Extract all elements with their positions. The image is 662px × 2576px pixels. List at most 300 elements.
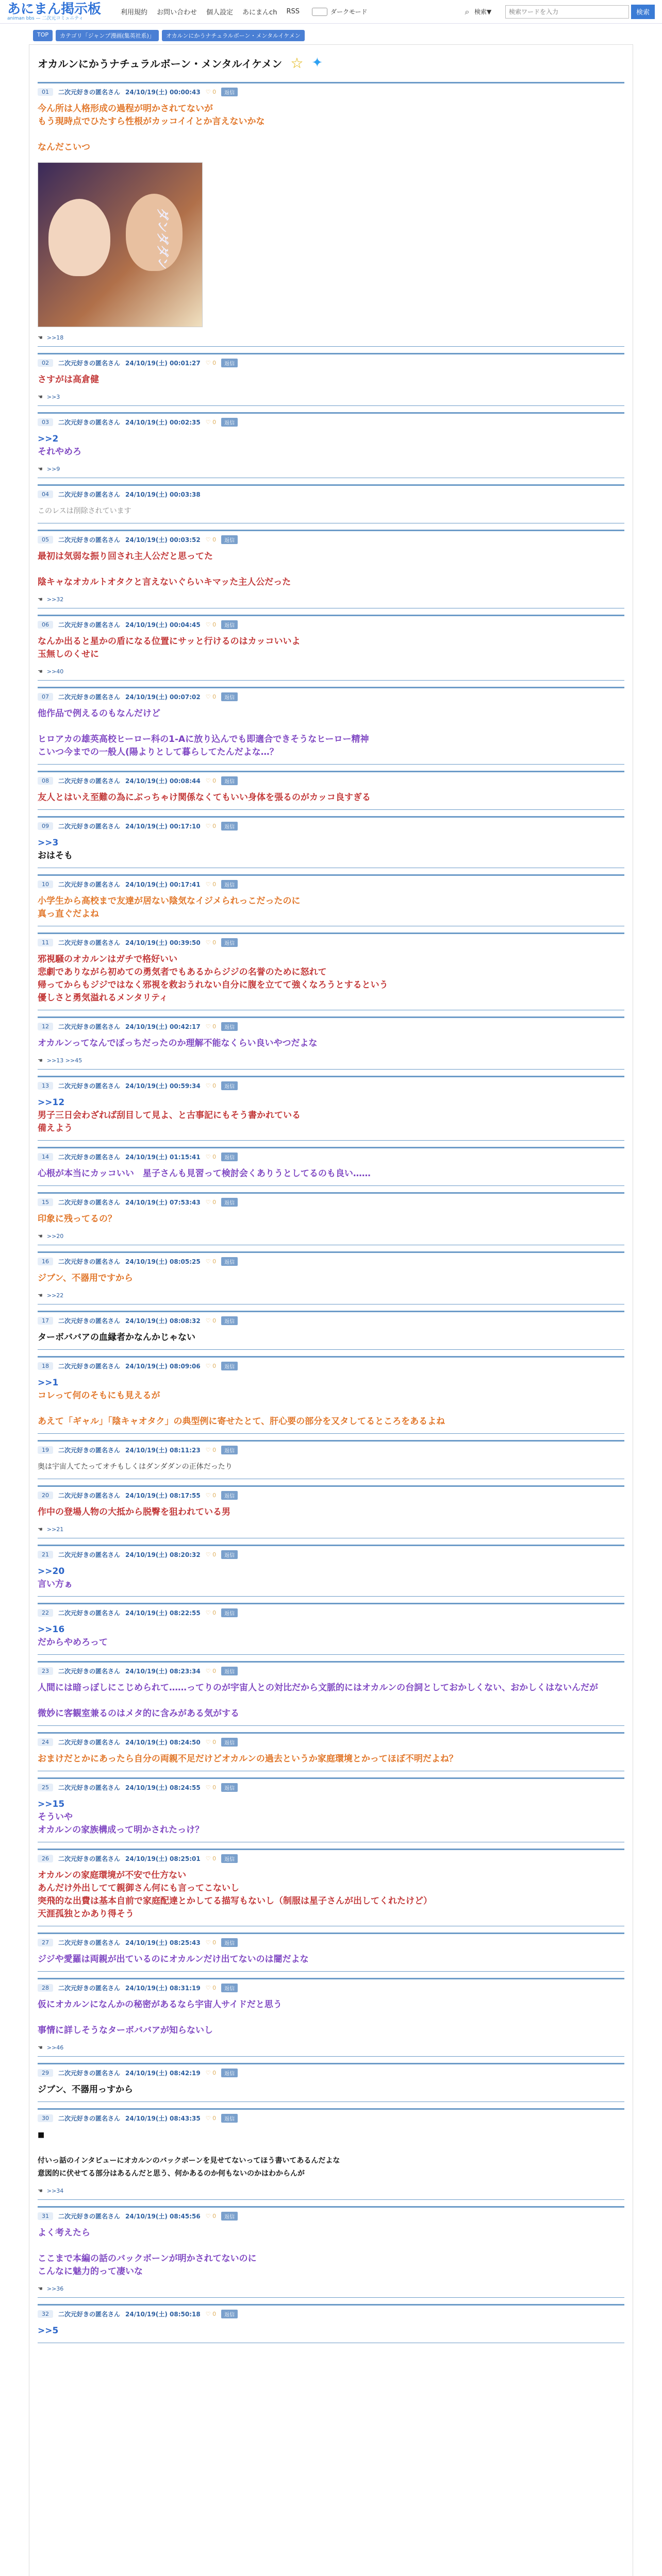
post-meta [38, 2069, 624, 2077]
nav-animanch[interactable]: あにまんch [242, 9, 277, 16]
reply-button[interactable]: 返信 [221, 1550, 238, 1559]
post-meta [38, 1153, 624, 1161]
post [38, 530, 624, 608]
anchor-link[interactable]: >>15 [38, 1799, 65, 1809]
reply-button[interactable]: 返信 [221, 692, 238, 701]
top-nav [121, 7, 300, 16]
post [38, 687, 624, 765]
post-meta [38, 1550, 624, 1559]
hand-icon: ☚ [38, 334, 43, 341]
post [38, 1933, 624, 1972]
post-date: 24/10/19(土) 00:59:34 [125, 1082, 201, 1090]
reply-anchors[interactable]: >>34 [46, 2188, 64, 2194]
like-button[interactable]: ♡ 0 [205, 2070, 217, 2076]
post-number[interactable]: 02 [38, 359, 53, 367]
reply-button[interactable]: 返信 [221, 776, 238, 785]
post [38, 2108, 624, 2200]
like-button[interactable]: ♡ 0 [205, 2115, 217, 2122]
poster-name: 二次元好きの匿名さん [58, 1023, 121, 1030]
poster-name: 二次元好きの匿名さん [58, 89, 121, 96]
site-logo[interactable] [7, 3, 105, 21]
post-text: だからやめろって [38, 1637, 108, 1648]
post-text: オカルンの家庭環境が不安で仕方ない あんだけ外出してて親御さん何にも言ってこないし 突飛的な出費は基本自前で家庭配達とかしてる描写もないし（制服は星子さんが出してくれたけど） 天涯孤独とかあり得そう [38, 1870, 432, 1919]
post-number[interactable]: 28 [38, 1984, 53, 1992]
post-text: 奥は宇宙人てたってオチもしくはダンダダンの正体だったり [38, 1463, 233, 1471]
post-date: 24/10/19(土) 00:02:35 [125, 419, 201, 426]
post-date: 24/10/19(土) 00:04:45 [125, 621, 201, 629]
post-number[interactable]: 20 [38, 1492, 53, 1499]
reply-button[interactable]: 返信 [221, 1667, 238, 1675]
post-text: オカルンってなんでぼっちだったのか理解不能なくらい良いやつだよな [38, 1038, 318, 1048]
hand-icon: ☚ [38, 2285, 43, 2292]
like-button[interactable]: ♡ 0 [205, 1939, 217, 1946]
like-button[interactable]: ♡ 0 [205, 360, 217, 366]
reply-button[interactable]: 返信 [221, 1491, 238, 1500]
poster-name: 二次元好きの匿名さん [58, 2070, 121, 2077]
nav-terms[interactable]: 利用規約 [121, 9, 148, 16]
like-button[interactable]: ♡ 0 [205, 881, 217, 888]
post-body [38, 1461, 624, 1473]
like-button[interactable]: ♡ 0 [205, 419, 217, 426]
post-meta [38, 1316, 624, 1325]
post [38, 353, 624, 406]
post-number[interactable]: 11 [38, 939, 53, 946]
post-meta [38, 1667, 624, 1675]
reply-button[interactable]: 返信 [221, 1153, 238, 1161]
reply-anchors[interactable]: >>32 [46, 596, 64, 603]
post-body [38, 895, 624, 921]
post-text: よく考えたら ここまで本編の話のバックボーンが明かされてないのに こんなに魅力的って凄いな [38, 2228, 257, 2277]
post [38, 2206, 624, 2298]
like-button[interactable]: ♡ 0 [205, 823, 217, 829]
post-text: コレって何のそもにも見えるが あえて「ギャル」「陰キャオタク」の典型例に寄せたとて、肝心要の部分を又タしてるところをあるよね [38, 1391, 445, 1427]
post-date: 24/10/19(土) 08:22:55 [125, 1609, 201, 1617]
post-text: ジジや愛羅は両親が出ているのにオカルンだけ出てないのは闇だよな [38, 1954, 309, 1964]
thread-header [38, 50, 624, 76]
post-number[interactable]: 05 [38, 536, 53, 544]
poster-name: 二次元好きの匿名さん [58, 1492, 121, 1499]
post-meta [38, 418, 624, 427]
post-number[interactable]: 09 [38, 822, 53, 830]
post-text: 他作品で例えるのもなんだけど ヒロアカの雄英高校ヒーロー科の1-Aに放り込んでも即適合できそうなヒーロー精神 こいつ今までの一般人(陽よりとして暮らしてたんだよな…？ [38, 708, 369, 757]
reply-button[interactable]: 返信 [221, 620, 238, 629]
reply-button[interactable]: 返信 [221, 1081, 238, 1090]
reply-button[interactable]: 返信 [221, 1783, 238, 1792]
post-meta [38, 490, 624, 499]
reply-anchors[interactable]: >>46 [46, 2044, 64, 2051]
post-number[interactable]: 10 [38, 880, 53, 888]
post-number[interactable]: 12 [38, 1023, 53, 1030]
post [38, 1192, 624, 1245]
post-number[interactable]: 26 [38, 1855, 53, 1862]
reply-anchors[interactable]: >>18 [46, 334, 64, 341]
post-date: 24/10/19(土) 08:50:18 [125, 2311, 201, 2318]
post-number[interactable]: 08 [38, 777, 53, 785]
post-text: 小学生から高校まで友達が居ない陰気なイジメられっこだったのに 真っ直ぐだよね [38, 896, 301, 919]
post-footer [38, 1526, 624, 1533]
post-text: ジブン、不器用ですから [38, 1273, 133, 1283]
post-date: 24/10/19(土) 08:24:50 [125, 1739, 201, 1746]
post-body [38, 791, 624, 804]
character-left [48, 199, 110, 276]
poster-name: 二次元好きの匿名さん [58, 1317, 121, 1325]
reply-anchors[interactable]: >>40 [46, 668, 64, 675]
post-meta [38, 776, 624, 785]
like-button[interactable]: ♡ 0 [205, 1154, 217, 1160]
search-input[interactable] [505, 5, 629, 19]
post-number[interactable]: 25 [38, 1784, 53, 1791]
post [38, 1147, 624, 1186]
dark-mode-label: ダークモード [330, 8, 368, 15]
post-body [38, 2227, 624, 2278]
hand-icon: ☚ [38, 596, 43, 603]
post-number[interactable]: 22 [38, 1609, 53, 1617]
post-body [38, 2325, 624, 2337]
reply-button[interactable]: 返信 [221, 1446, 238, 1454]
post-meta [38, 1984, 624, 1992]
breadcrumb-category[interactable]: カテゴリ「ジャンプ漫画(集英社系)」 [56, 30, 159, 41]
poster-name: 二次元好きの匿名さん [58, 2213, 121, 2220]
post-body [38, 1623, 624, 1649]
anchor-link[interactable]: >>3 [38, 838, 59, 848]
hand-icon: ☚ [38, 1292, 43, 1299]
post-meta [38, 359, 624, 367]
poster-name: 二次元好きの匿名さん [58, 693, 121, 701]
like-button[interactable]: ♡ 0 [205, 2213, 217, 2219]
poster-name: 二次元好きの匿名さん [58, 1855, 121, 1862]
post-date: 24/10/19(土) 08:24:55 [125, 1784, 201, 1791]
post-date: 24/10/19(土) 08:25:43 [125, 1939, 201, 1946]
like-button[interactable]: ♡ 0 [205, 1199, 217, 1206]
like-button[interactable]: ♡ 0 [205, 1317, 217, 1324]
post-body [38, 1167, 624, 1180]
post-text: 邪視騒のオカルンはガチで格好いい 悲劇でありながら初めての勇気者でもあるからジジの名誉のために怒れて 帰ってからもジジではなく邪視を救おうれない自分に腹を立てて強くなろうとするという 優しさと勇気溢れるメンタリティ [38, 954, 388, 1003]
post-date: 24/10/19(土) 00:08:44 [125, 777, 201, 785]
poster-name: 二次元好きの匿名さん [58, 1739, 121, 1746]
site-header [0, 0, 662, 24]
search-scope-dropdown[interactable]: 検索▼ [474, 8, 492, 15]
reply-button[interactable]: 返信 [221, 1198, 238, 1207]
post-footer [38, 394, 624, 400]
poster-name: 二次元好きの匿名さん [58, 1363, 121, 1370]
post-text: なんか出ると星かの盾になる位置にサッと行けるのはカッコいいよ 玉無しのくせに [38, 636, 301, 659]
hand-icon: ☚ [38, 1233, 43, 1240]
post-text: 最初は気弱な振り回され主人公だと思ってた 陰キャなオカルトオタクと言えないぐらいキマッた主人公だった [38, 551, 291, 587]
poster-name: 二次元好きの匿名さん [58, 881, 121, 888]
post [38, 1016, 624, 1070]
reply-button[interactable]: 返信 [221, 880, 238, 889]
post-date: 24/10/19(土) 00:07:02 [125, 693, 201, 701]
reply-button[interactable]: 返信 [221, 2310, 238, 2318]
post-number[interactable]: 07 [38, 693, 53, 701]
poster-name: 二次元好きの匿名さん [58, 1784, 121, 1791]
like-button[interactable]: ♡ 0 [205, 1739, 217, 1745]
reply-button[interactable]: 返信 [221, 88, 238, 96]
hand-icon: ☚ [38, 668, 43, 675]
post-meta [38, 1783, 624, 1792]
post-footer [38, 1233, 624, 1240]
post-number[interactable]: 32 [38, 2310, 53, 2318]
post-date: 24/10/19(土) 08:17:55 [125, 1492, 201, 1499]
post-number[interactable]: 19 [38, 1446, 53, 1454]
post [38, 874, 624, 926]
reply-button[interactable]: 返信 [221, 418, 238, 427]
post [38, 1311, 624, 1350]
post [38, 816, 624, 868]
star-icon[interactable]: ☆ [290, 54, 304, 72]
reply-anchors[interactable]: >>13 >>45 [46, 1057, 82, 1064]
post-footer [38, 2044, 624, 2051]
post-body [38, 635, 624, 661]
hand-icon: ☚ [38, 1526, 43, 1533]
anchor-link[interactable]: >>2 [38, 434, 59, 444]
post-date: 24/10/19(土) 00:01:27 [125, 360, 201, 367]
like-button[interactable]: ♡ 0 [205, 1023, 217, 1030]
reply-anchors[interactable]: >>36 [46, 2285, 64, 2292]
reply-anchors[interactable]: >>3 [46, 394, 60, 400]
post-footer [38, 1057, 624, 1064]
post-body [38, 505, 624, 518]
post-date: 24/10/19(土) 08:45:56 [125, 2213, 201, 2220]
post [38, 1849, 624, 1926]
post [38, 1978, 624, 2057]
post-body [38, 433, 624, 459]
post-number[interactable]: 04 [38, 490, 53, 498]
reply-button[interactable]: 返信 [221, 1316, 238, 1325]
post [38, 933, 624, 1010]
post [38, 615, 624, 681]
like-button[interactable]: ♡ 0 [205, 1551, 217, 1558]
search-icon: ⌕ [465, 6, 470, 16]
reply-button[interactable]: 返信 [221, 1257, 238, 1266]
post-list [38, 82, 624, 2343]
anchor-link[interactable]: >>1 [38, 1378, 59, 1388]
poster-name: 二次元好きの匿名さん [58, 1199, 121, 1206]
post-number[interactable]: 31 [38, 2212, 53, 2220]
post-meta [38, 1854, 624, 1863]
post-body [38, 1565, 624, 1591]
anchor-link[interactable]: >>5 [38, 2326, 59, 2336]
post-number[interactable]: 14 [38, 1153, 53, 1161]
search-button[interactable]: 検索 [631, 5, 655, 19]
like-button[interactable]: ♡ 0 [205, 1363, 217, 1369]
like-button[interactable]: ♡ 0 [205, 1668, 217, 1674]
thread-title: オカルンにかうナチュラルボーン・メンタルイケメン [38, 57, 283, 70]
post-body [38, 1331, 624, 1344]
like-button[interactable]: ♡ 0 [205, 1447, 217, 1453]
post-number[interactable]: 30 [38, 2114, 53, 2122]
post-number[interactable]: 06 [38, 621, 53, 629]
like-button[interactable]: ♡ 0 [205, 536, 217, 543]
breadcrumb-top[interactable]: TOP [33, 30, 53, 41]
post-body [38, 1037, 624, 1050]
poster-name: 二次元好きの匿名さん [58, 2311, 121, 2318]
post-footer [38, 1292, 624, 1299]
post-meta [38, 1362, 624, 1370]
poster-name: 二次元好きの匿名さん [58, 1154, 121, 1161]
like-button[interactable]: ♡ 0 [205, 2311, 217, 2317]
post-body [38, 1096, 624, 1135]
like-button[interactable]: ♡ 0 [205, 1082, 217, 1089]
post-meta [38, 535, 624, 544]
post-number[interactable]: 18 [38, 1362, 53, 1370]
post [38, 1356, 624, 1434]
reply-button[interactable]: 返信 [221, 2069, 238, 2077]
post-number[interactable]: 23 [38, 1667, 53, 1675]
post-number[interactable]: 16 [38, 1258, 53, 1265]
reply-button[interactable]: 返信 [221, 822, 238, 831]
poster-name: 二次元好きの匿名さん [58, 1447, 121, 1454]
post-meta [38, 880, 624, 889]
post [38, 1603, 624, 1655]
post [38, 1661, 624, 1726]
poster-name: 二次元好きの匿名さん [58, 1985, 121, 1992]
like-button[interactable]: ♡ 0 [205, 1492, 217, 1499]
post-date: 24/10/19(土) 01:15:41 [125, 1154, 201, 1161]
post [38, 1545, 624, 1597]
like-button[interactable]: ♡ 0 [205, 777, 217, 784]
reply-button[interactable]: 返信 [221, 2114, 238, 2123]
post-date: 24/10/19(土) 08:20:32 [125, 1551, 201, 1558]
post-number[interactable]: 27 [38, 1939, 53, 1946]
post-text: 今ん所は人格形成の過程が明かされてないが もう現時点でひたすら性根がカッコイイとか言えないかな なんだこいつ [38, 104, 265, 152]
reply-button[interactable]: 返信 [221, 2212, 238, 2221]
reply-button[interactable]: 返信 [221, 359, 238, 367]
post-meta [38, 620, 624, 629]
post-number[interactable]: 29 [38, 2069, 53, 2077]
poster-name: 二次元好きの匿名さん [58, 1082, 121, 1090]
dark-mode-toggle[interactable] [312, 7, 368, 16]
toggle-switch[interactable] [312, 8, 327, 16]
poster-name: 二次元好きの匿名さん [58, 939, 121, 946]
poster-name: 二次元好きの匿名さん [58, 1939, 121, 1946]
site-title[interactable]: あにまん掲示板 [7, 1, 102, 17]
like-button[interactable]: ♡ 0 [205, 1855, 217, 1862]
reply-button[interactable]: 返信 [221, 1938, 238, 1947]
poster-name: 二次元好きの匿名さん [58, 2115, 121, 2122]
like-button[interactable]: ♡ 0 [205, 621, 217, 628]
like-button[interactable]: ♡ 0 [205, 1609, 217, 1616]
post-number[interactable]: 13 [38, 1082, 53, 1090]
breadcrumb-thread[interactable]: オカルンにかうナチュラルボーン・メンタルイケメン [162, 30, 305, 41]
post-body [38, 1213, 624, 1226]
post-date: 24/10/19(土) 00:17:41 [125, 881, 201, 888]
post-meta [38, 1446, 624, 1454]
reply-button[interactable]: 返信 [221, 1738, 238, 1747]
post-text: 友人とはいえ至難の為にぶっちゃけ関係なくてもいい身体を張るのがカッコ良すぎる [38, 792, 371, 803]
poster-name: 二次元好きの匿名さん [58, 1551, 121, 1558]
like-button[interactable]: ♡ 0 [205, 939, 217, 946]
twitter-icon[interactable]: ✦ [311, 55, 323, 71]
reply-button[interactable]: 返信 [221, 938, 238, 947]
post [38, 2304, 624, 2343]
like-button[interactable]: ♡ 0 [205, 89, 217, 95]
post-footer [38, 2285, 624, 2292]
post [38, 2063, 624, 2102]
post-footer [38, 466, 624, 472]
reply-anchors[interactable]: >>9 [46, 466, 60, 472]
post-number[interactable]: 21 [38, 1551, 53, 1558]
reply-button[interactable]: 返信 [221, 535, 238, 544]
post-text: 心根が本当にカッコいい 星子さんも見習って検討会くありうとしてるのも良い…… [38, 1168, 371, 1179]
post [38, 1440, 624, 1479]
post-meta [38, 1257, 624, 1266]
like-button[interactable]: ♡ 0 [205, 1985, 217, 1991]
image-label: ダンダダン [155, 208, 170, 270]
post-meta [38, 1198, 624, 1207]
reply-button[interactable]: 返信 [221, 1362, 238, 1370]
post-body [38, 1377, 624, 1428]
anchor-link[interactable]: >>20 [38, 1566, 65, 1577]
nav-rss[interactable]: RSS [286, 8, 300, 15]
post-body [38, 550, 624, 589]
post-date: 24/10/19(土) 08:31:19 [125, 1985, 201, 1992]
post-text: それやめろ [38, 447, 81, 457]
site-subtitle: animan bbs — 二次元コミュニティ [7, 15, 84, 21]
poster-name: 二次元好きの匿名さん [58, 1258, 121, 1265]
post-number[interactable]: 24 [38, 1738, 53, 1746]
post-meta [38, 1738, 624, 1747]
post-date: 24/10/19(土) 08:09:06 [125, 1363, 201, 1370]
post-footer [38, 2188, 624, 2194]
poster-name: 二次元好きの匿名さん [58, 360, 121, 367]
post-body [38, 953, 624, 1005]
reply-button[interactable]: 返信 [221, 1984, 238, 1992]
reply-anchors[interactable]: >>20 [46, 1233, 64, 1240]
post-body [38, 1798, 624, 1837]
post-text: ターボババアの血縁者かなんかじゃない [38, 1332, 195, 1343]
post-number[interactable]: 03 [38, 418, 53, 426]
anchor-link[interactable]: >>12 [38, 1097, 65, 1108]
like-button[interactable]: ♡ 0 [205, 693, 217, 700]
character-right [126, 194, 183, 271]
post-date: 24/10/19(土) 08:43:35 [125, 2115, 201, 2122]
post-date: 24/10/19(土) 08:23:34 [125, 1668, 201, 1675]
hand-icon: ☚ [38, 2188, 43, 2194]
hand-icon: ☚ [38, 466, 43, 472]
post [38, 771, 624, 810]
poster-name: 二次元好きの匿名さん [58, 1668, 121, 1675]
post-number[interactable]: 01 [38, 88, 53, 96]
post-footer [38, 596, 624, 603]
like-button[interactable]: ♡ 0 [205, 1784, 217, 1791]
poster-name: 二次元好きの匿名さん [58, 536, 121, 544]
reply-button[interactable]: 返信 [221, 1022, 238, 1031]
post-meta [38, 88, 624, 96]
post [38, 82, 624, 347]
like-button[interactable]: ♡ 0 [205, 1258, 217, 1265]
post-body [38, 103, 624, 154]
post-number[interactable]: 15 [38, 1198, 53, 1206]
post-meta [38, 1022, 624, 1031]
reply-anchors[interactable]: >>21 [46, 1526, 64, 1533]
nav-contact[interactable]: お問い合わせ [157, 9, 197, 16]
nav-settings[interactable]: 個人設定 [206, 9, 234, 16]
post [38, 1076, 624, 1141]
hand-icon: ☚ [38, 1057, 43, 1064]
anchor-link[interactable]: >>16 [38, 1624, 65, 1635]
post-text: 男子三日会わざれば刮目して見よ、と古事記にもそう書かれている 備えよう [38, 1110, 301, 1133]
post-number[interactable]: 17 [38, 1317, 53, 1325]
reply-anchors[interactable]: >>22 [46, 1292, 64, 1299]
post [38, 1777, 624, 1842]
post-date: 24/10/19(土) 08:11:23 [125, 1447, 201, 1454]
post-text: おまけだとかにあったら自分の両親不足だけどオカルンの過去というか家庭環境とかってほぼ不明だよね？ [38, 1754, 458, 1764]
post-image[interactable] [38, 162, 203, 327]
post-text: さすがは高倉健 [38, 375, 99, 385]
reply-button[interactable]: 返信 [221, 1608, 238, 1617]
reply-button[interactable]: 返信 [221, 1854, 238, 1863]
